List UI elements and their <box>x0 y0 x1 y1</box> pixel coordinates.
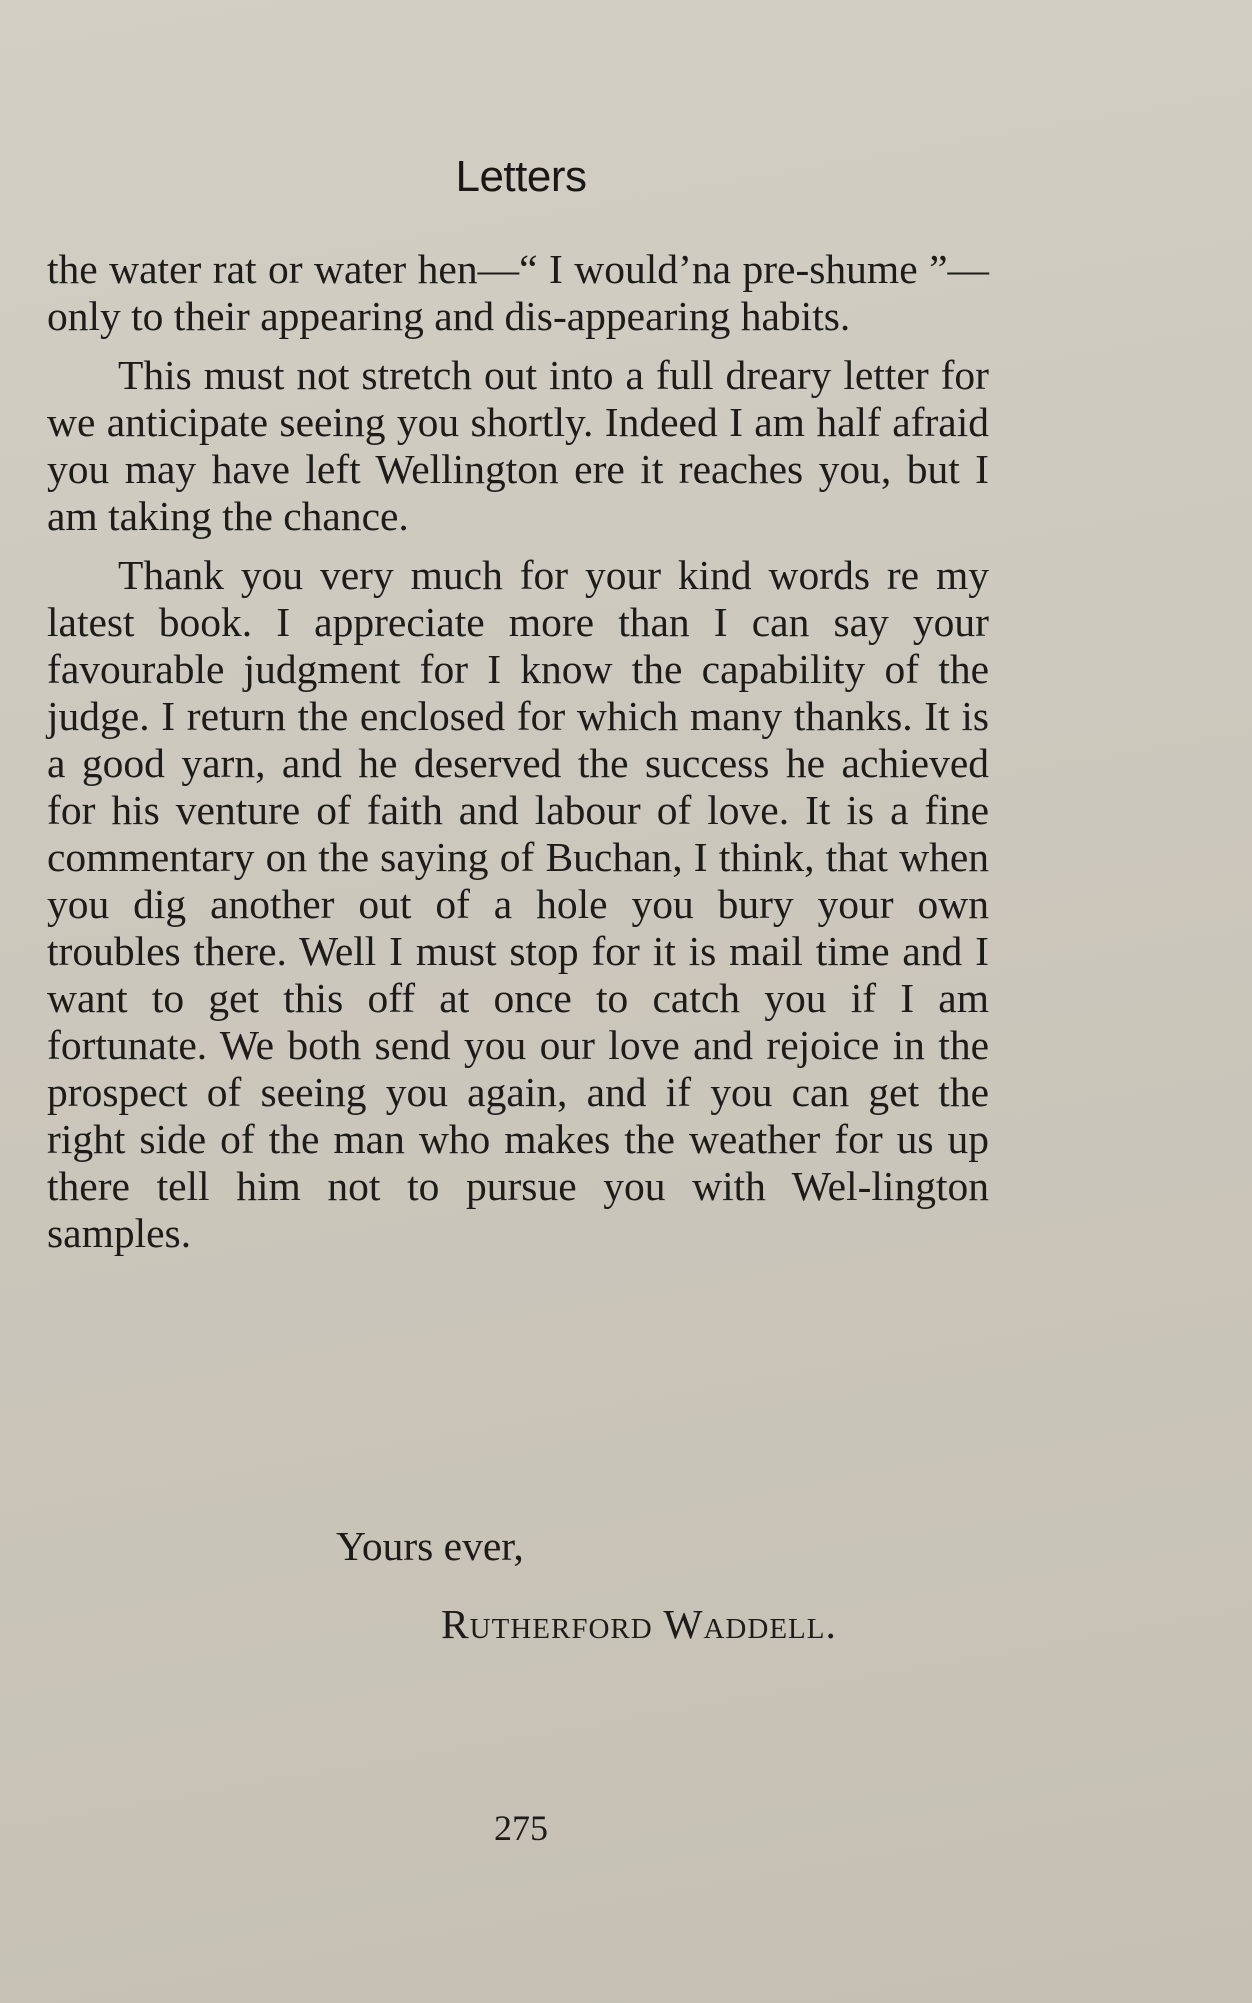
paragraph-3: Thank you very much for your kind words re my latest book. I appreciate more than I can say your favourable judgment for I know the capability of the judge. I return the enclosed for which many thanks. It is a good yarn, and he deserved the success he achieved for his venture of faith and labour of love. It is a fine commentary on the saying of Buchan, I think, that when you dig another out of a hole you bury your own troubles there. Well I must stop for it is mail time and I want to get this off at once to catch you if I am fortunate. We both send you our love and rejoice in the prospect of seeing you again, and if you can get the right side of the man who makes the weather for us up there tell him not to pursue you with Wel-lington samples. <box>47 552 989 1256</box>
valediction: Yours ever, <box>336 1523 524 1569</box>
paragraph-continuation: the water rat or water hen—“ I would’na pre-shume ”—only to their appearing and dis-appearing habits. <box>47 246 989 339</box>
paragraph-2: This must not stretch out into a full dreary letter for we anticipate seeing you shortly. Indeed I am half afraid you may have left Wellington ere it reaches you, but I am taking the chance. <box>47 352 989 539</box>
running-head: Letters <box>455 152 587 201</box>
page-number: 275 <box>494 1808 548 1848</box>
letter-body <box>47 246 989 1269</box>
signature: Rutherford Waddell. <box>441 1601 837 1647</box>
